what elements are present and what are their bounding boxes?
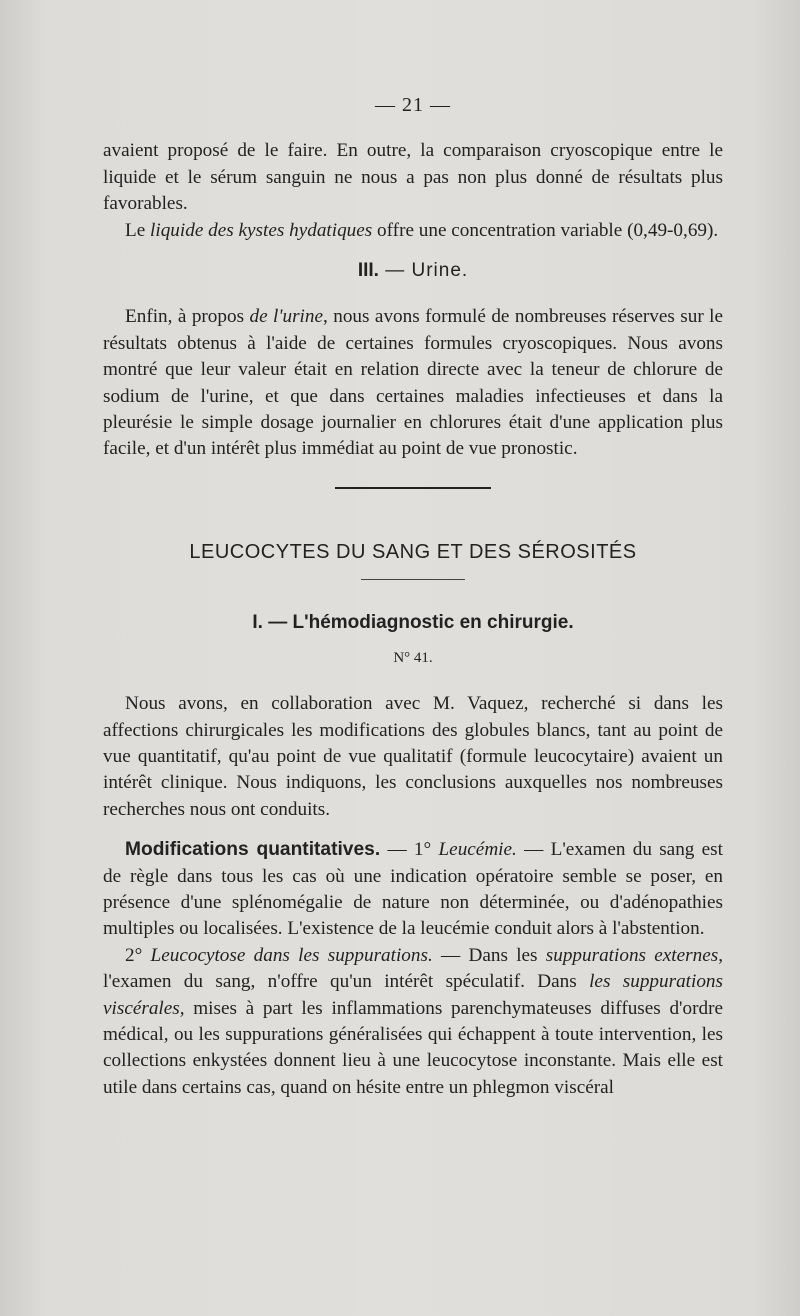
emphasis-text: suppurations externes bbox=[545, 944, 719, 966]
paragraph-quantitative-modifications bbox=[103, 837, 723, 943]
section-numeral: III. bbox=[357, 260, 379, 282]
text-run: — L'examen du sang est de règle dans tous les cas où une indication opératoire semble se poser, en présence d'une splénomégalie de nature non déterminée, ou d'adénopathies multiples ou localisées. L'existence de la leucémie conduit alors à l'abstention. bbox=[103, 839, 723, 940]
text-run: — Dans les bbox=[432, 944, 546, 966]
text-run: , mises à part les inflammations parenchymateuses diffuses d'ordre médical, ou les suppurations généralisées qui échappent à toute intervention, les collections enkystées donnent lieu à une leucocytose inconstante. Mais elle est utile dans certains cas, quand on hésite entre un phlegmon viscéral bbox=[103, 997, 723, 1098]
paragraph-hydatid-cysts bbox=[103, 218, 723, 244]
emphasis-text: les suppurations viscérales bbox=[103, 971, 723, 1019]
title-underline bbox=[361, 579, 465, 580]
text-run: , l'examen du sang, n'offre qu'un intérêt spéculatif. Dans bbox=[103, 944, 723, 993]
paragraph-cryoscopy bbox=[103, 138, 723, 217]
emphasis-text: de l'urine bbox=[249, 306, 323, 328]
paragraph-text: Nous avons, en collaboration avec M. Vaquez, recherché si dans les affections chirurgicales les modifications des globules blancs, tant au point de vue quantitatif, qu'au point de vue qualitatif (formule leucocytaire) avaient un intérêt clinique. Nous indiquons, les conclusions auxquelles nos nombreuses recherches nous ont conduits. bbox=[103, 693, 723, 820]
publication-number: N° 41. bbox=[393, 649, 433, 666]
text-run: 2° bbox=[125, 944, 151, 966]
text-run: Le bbox=[125, 219, 151, 241]
text-run: offre une concentration variable (0,49-0,69). bbox=[372, 219, 719, 241]
paragraph-leucocytosis bbox=[103, 943, 723, 1101]
text-run: — 1° bbox=[380, 839, 439, 861]
emphasis-text: liquide des kystes hydatiques bbox=[150, 219, 373, 241]
paragraph-vaquez-collaboration bbox=[103, 691, 723, 823]
section-divider bbox=[335, 487, 491, 489]
paragraph-urine bbox=[103, 304, 723, 462]
run-in-heading: Modifications quantitatives. bbox=[125, 839, 381, 861]
paragraph-text: avaient proposé de le faire. En outre, la comparaison cryoscopique entre le liquide et le sérum sanguin ne nous a pas non plus donné de résultats plus favorables. bbox=[103, 140, 723, 215]
page-number: — 21 — bbox=[375, 94, 451, 116]
emphasis-text: Leucocytose dans les suppurations. bbox=[150, 944, 433, 966]
page-content bbox=[103, 92, 723, 1101]
text-run: Enfin, à propos bbox=[125, 306, 250, 328]
section-heading-urine bbox=[103, 258, 723, 284]
chapter-title: LEUCOCYTES DU SANG ET DES SÉROSITÉS bbox=[189, 540, 637, 563]
section-title: — Urine. bbox=[378, 260, 469, 282]
emphasis-text: Leucémie. bbox=[438, 839, 517, 861]
section-heading-hemodiagnostic: I. — L'hémodiagnostic en chirurgie. bbox=[252, 612, 574, 634]
spacer bbox=[103, 823, 723, 837]
text-run: , nous avons formulé de nombreuses réserves sur le résultats obtenus à l'aide de certaines formules cryoscopiques. Nous avons montré que leur valeur était en relation directe avec la teneur de chlorure de sodium de l'urine, et que dans certaines maladies infectieuses et dans la pleurésie le simple dosage journalier en chlorures était d'une application plus facile, et d'un intérêt plus immédiat au point de vue pronostic. bbox=[103, 306, 723, 460]
